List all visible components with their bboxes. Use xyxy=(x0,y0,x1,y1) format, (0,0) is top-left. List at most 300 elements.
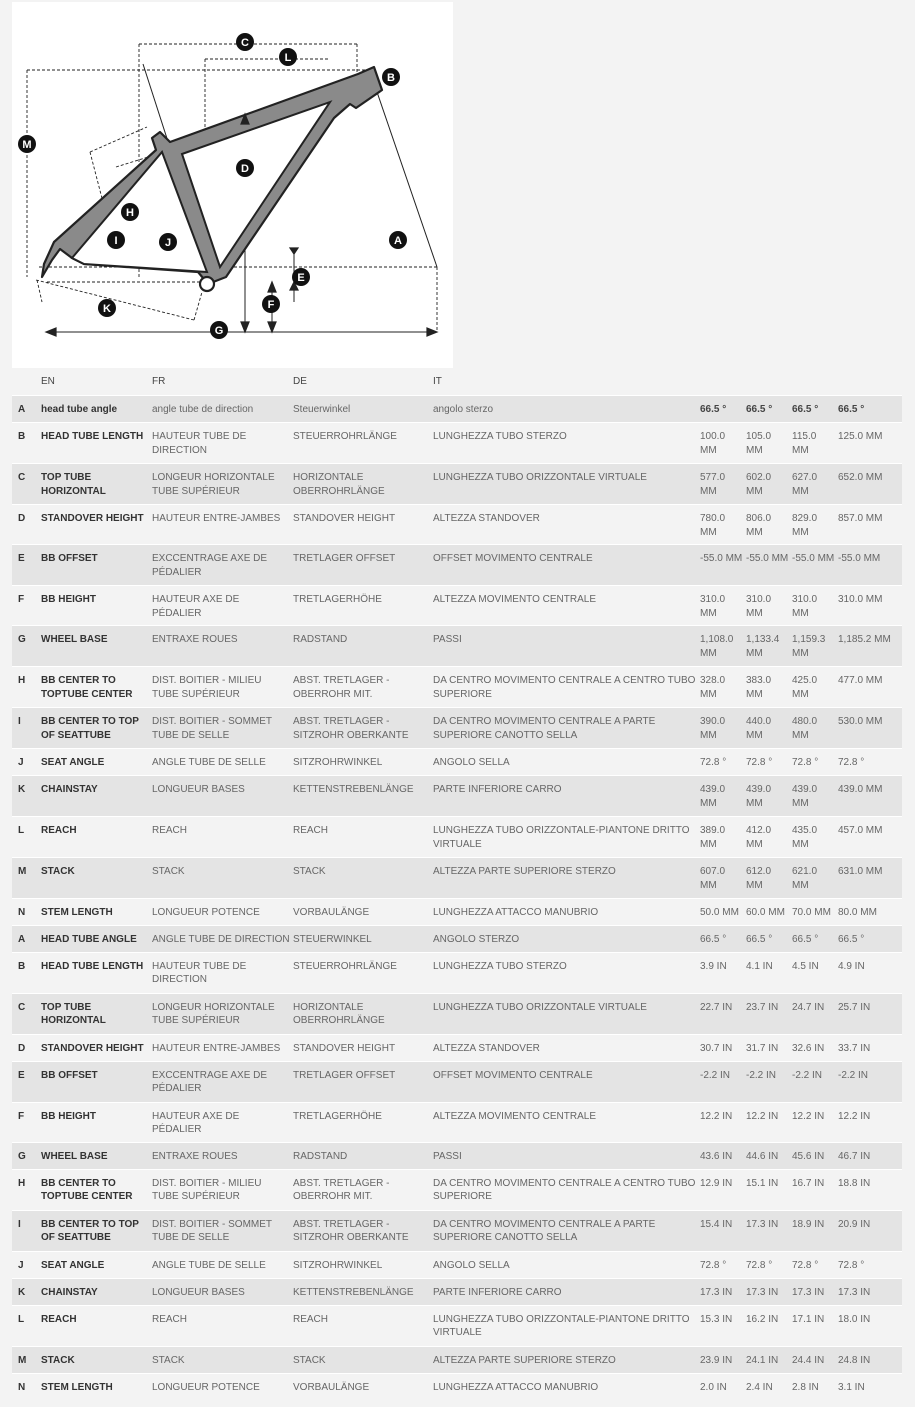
row-label-en: TOP TUBE HORIZONTAL xyxy=(41,993,152,1034)
table-row xyxy=(12,708,902,749)
row-label-it: LUNGHEZZA ATTACCO MANUBRIO xyxy=(433,898,700,925)
row-value-size-4: 66.5 ° xyxy=(838,396,902,423)
row-value-size-2: 105.0 MM xyxy=(746,423,792,464)
row-value-size-2: -2.2 IN xyxy=(746,1061,792,1102)
row-letter: G xyxy=(12,626,41,667)
row-label-de: TRETLAGER OFFSET xyxy=(293,1061,433,1102)
row-label-fr: REACH xyxy=(152,1305,293,1346)
row-label-en: TOP TUBE HORIZONTAL xyxy=(41,464,152,505)
row-value-size-3: 2.8 IN xyxy=(792,1373,838,1400)
callout-M xyxy=(18,135,36,153)
row-value-size-1: 2.0 IN xyxy=(700,1373,746,1400)
row-value-size-2: 66.5 ° xyxy=(746,396,792,423)
row-value-size-4: 125.0 MM xyxy=(838,423,902,464)
header-letter xyxy=(12,368,41,396)
row-label-it: LUNGHEZZA TUBO STERZO xyxy=(433,952,700,993)
row-value-size-4: 439.0 MM xyxy=(838,776,902,817)
callout-A xyxy=(389,231,407,249)
row-label-de: ABST. TRETLAGER - SITZROHR OBERKANTE xyxy=(293,1210,433,1251)
row-label-en: HEAD TUBE LENGTH xyxy=(41,423,152,464)
row-value-size-2: 24.1 IN xyxy=(746,1346,792,1373)
row-value-size-3: 66.5 ° xyxy=(792,925,838,952)
row-value-size-1: -2.2 IN xyxy=(700,1061,746,1102)
table-row xyxy=(12,1034,902,1061)
row-value-size-2: 4.1 IN xyxy=(746,952,792,993)
row-value-size-1: 15.3 IN xyxy=(700,1305,746,1346)
svg-text:F: F xyxy=(267,299,275,311)
row-label-de: VORBAULÄNGE xyxy=(293,898,433,925)
callout-K xyxy=(98,299,116,317)
row-letter: J xyxy=(12,749,41,776)
table-row xyxy=(12,898,902,925)
row-value-size-1: 780.0 MM xyxy=(700,505,746,545)
row-label-it: ANGOLO SELLA xyxy=(433,749,700,776)
row-label-de: KETTENSTREBENLÄNGE xyxy=(293,1278,433,1305)
row-label-fr: ANGLE TUBE DE SELLE xyxy=(152,1251,293,1278)
row-label-de: VORBAULÄNGE xyxy=(293,1373,433,1400)
row-value-size-4: 72.8 ° xyxy=(838,1251,902,1278)
row-letter: J xyxy=(12,1251,41,1278)
row-label-it: ALTEZZA STANDOVER xyxy=(433,1034,700,1061)
row-value-size-2: 439.0 MM xyxy=(746,776,792,817)
row-value-size-3: 425.0 MM xyxy=(792,667,838,708)
row-value-size-2: 17.3 IN xyxy=(746,1210,792,1251)
table-row xyxy=(12,1305,902,1346)
row-value-size-4: 33.7 IN xyxy=(838,1034,902,1061)
row-label-it: DA CENTRO MOVIMENTO CENTRALE A CENTRO TUBO SUPERIORE xyxy=(433,1169,700,1210)
table-row xyxy=(12,545,902,586)
row-value-size-2: 60.0 MM xyxy=(746,898,792,925)
row-label-fr: DIST. BOITIER - MILIEU TUBE SUPÉRIEUR xyxy=(152,1169,293,1210)
row-value-size-1: 310.0 MM xyxy=(700,586,746,626)
row-value-size-3: 115.0 MM xyxy=(792,423,838,464)
row-label-de: KETTENSTREBENLÄNGE xyxy=(293,776,433,817)
row-value-size-2: 16.2 IN xyxy=(746,1305,792,1346)
row-label-en: head tube angle xyxy=(41,396,152,423)
row-label-it: ALTEZZA PARTE SUPERIORE STERZO xyxy=(433,858,700,898)
row-label-fr: LONGUEUR BASES xyxy=(152,776,293,817)
row-value-size-2: 72.8 ° xyxy=(746,1251,792,1278)
row-label-fr: LONGUEUR BASES xyxy=(152,1278,293,1305)
row-value-size-1: 66.5 ° xyxy=(700,396,746,423)
svg-text:G: G xyxy=(214,325,224,337)
table-row xyxy=(12,396,902,423)
row-value-size-2: 602.0 MM xyxy=(746,464,792,505)
table-row xyxy=(12,776,902,817)
table-row xyxy=(12,1278,902,1305)
row-value-size-1: 72.8 ° xyxy=(700,749,746,776)
row-label-de: TRETLAGERHÖHE xyxy=(293,1102,433,1142)
row-label-fr: LONGEUR HORIZONTALE TUBE SUPÉRIEUR xyxy=(152,464,293,505)
callout-C xyxy=(236,33,254,51)
frame-geometry-svg xyxy=(12,2,453,368)
row-label-en: CHAINSTAY xyxy=(41,1278,152,1305)
row-value-size-2: 17.3 IN xyxy=(746,1278,792,1305)
row-label-en: BB HEIGHT xyxy=(41,586,152,626)
row-label-de: REACH xyxy=(293,1305,433,1346)
table-row xyxy=(12,1346,902,1373)
row-letter: A xyxy=(12,396,41,423)
row-label-fr: EXCCENTRAGE AXE DE PÉDALIER xyxy=(152,545,293,586)
row-label-en: BB OFFSET xyxy=(41,1061,152,1102)
row-letter: E xyxy=(12,1061,41,1102)
row-label-it: ANGOLO STERZO xyxy=(433,925,700,952)
row-label-it: angolo sterzo xyxy=(433,396,700,423)
svg-text:L: L xyxy=(284,52,292,64)
table-row xyxy=(12,505,902,545)
header-de: DE xyxy=(293,375,307,387)
svg-text:I: I xyxy=(114,235,118,247)
row-label-it: DA CENTRO MOVIMENTO CENTRALE A PARTE SUPERIORE CANOTTO SELLA xyxy=(433,708,700,749)
row-label-de: TRETLAGER OFFSET xyxy=(293,545,433,586)
svg-text:D: D xyxy=(241,163,249,175)
row-value-size-3: 66.5 ° xyxy=(792,396,838,423)
row-label-it: ALTEZZA MOVIMENTO CENTRALE xyxy=(433,1102,700,1142)
row-value-size-1: 12.9 IN xyxy=(700,1169,746,1210)
row-label-de: RADSTAND xyxy=(293,626,433,667)
row-value-size-4: 18.8 IN xyxy=(838,1169,902,1210)
table-row xyxy=(12,586,902,626)
row-label-en: HEAD TUBE LENGTH xyxy=(41,952,152,993)
row-value-size-3: 829.0 MM xyxy=(792,505,838,545)
row-label-it: LUNGHEZZA ATTACCO MANUBRIO xyxy=(433,1373,700,1400)
row-label-it: PARTE INFERIORE CARRO xyxy=(433,1278,700,1305)
row-value-size-1: 389.0 MM xyxy=(700,817,746,858)
row-value-size-3: 17.1 IN xyxy=(792,1305,838,1346)
row-value-size-3: 435.0 MM xyxy=(792,817,838,858)
row-value-size-3: 45.6 IN xyxy=(792,1142,838,1169)
svg-text:K: K xyxy=(103,303,111,315)
row-letter: K xyxy=(12,1278,41,1305)
row-label-fr: ANGLE TUBE DE DIRECTION xyxy=(152,925,293,952)
table-row xyxy=(12,952,902,993)
row-value-size-1: 23.9 IN xyxy=(700,1346,746,1373)
row-label-fr: ENTRAXE ROUES xyxy=(152,626,293,667)
row-value-size-3: -55.0 MM xyxy=(792,545,838,586)
row-label-en: BB HEIGHT xyxy=(41,1102,152,1142)
row-letter: A xyxy=(12,925,41,952)
row-value-size-3: 621.0 MM xyxy=(792,858,838,898)
row-letter: I xyxy=(12,1210,41,1251)
row-value-size-1: 17.3 IN xyxy=(700,1278,746,1305)
row-value-size-3: 16.7 IN xyxy=(792,1169,838,1210)
row-letter: C xyxy=(12,993,41,1034)
row-label-de: ABST. TRETLAGER - OBERROHR MIT. xyxy=(293,667,433,708)
table-row xyxy=(12,423,902,464)
row-label-en: STACK xyxy=(41,1346,152,1373)
callout-G xyxy=(210,321,228,339)
row-value-size-4: 652.0 MM xyxy=(838,464,902,505)
row-label-en: CHAINSTAY xyxy=(41,776,152,817)
row-label-de: HORIZONTALE OBERROHRLÄNGE xyxy=(293,464,433,505)
row-label-fr: ENTRAXE ROUES xyxy=(152,1142,293,1169)
row-value-size-2: 2.4 IN xyxy=(746,1373,792,1400)
row-value-size-4: 3.1 IN xyxy=(838,1373,902,1400)
table-row xyxy=(12,858,902,898)
row-value-size-4: 857.0 MM xyxy=(838,505,902,545)
row-letter: B xyxy=(12,952,41,993)
row-letter: G xyxy=(12,1142,41,1169)
row-value-size-4: -55.0 MM xyxy=(838,545,902,586)
row-value-size-4: 80.0 MM xyxy=(838,898,902,925)
table-row xyxy=(12,993,902,1034)
row-label-en: STANDOVER HEIGHT xyxy=(41,505,152,545)
row-value-size-1: 1,108.0 MM xyxy=(700,626,746,667)
row-label-en: BB CENTER TO TOPTUBE CENTER xyxy=(41,1169,152,1210)
row-value-size-4: 310.0 MM xyxy=(838,586,902,626)
row-label-fr: EXCCENTRAGE AXE DE PÉDALIER xyxy=(152,1061,293,1102)
row-letter: E xyxy=(12,545,41,586)
row-label-fr: STACK xyxy=(152,1346,293,1373)
row-letter: M xyxy=(12,1346,41,1373)
row-label-it: DA CENTRO MOVIMENTO CENTRALE A CENTRO TUBO SUPERIORE xyxy=(433,667,700,708)
row-label-de: TRETLAGERHÖHE xyxy=(293,586,433,626)
row-label-en: REACH xyxy=(41,1305,152,1346)
row-label-de: STEUERROHRLÄNGE xyxy=(293,423,433,464)
row-value-size-2: 31.7 IN xyxy=(746,1034,792,1061)
row-letter: N xyxy=(12,898,41,925)
table-header-row xyxy=(12,368,902,396)
row-value-size-2: 1,133.4 MM xyxy=(746,626,792,667)
row-label-fr: DIST. BOITIER - MILIEU TUBE SUPÉRIEUR xyxy=(152,667,293,708)
row-value-size-2: 66.5 ° xyxy=(746,925,792,952)
row-label-fr: HAUTEUR ENTRE-JAMBES xyxy=(152,505,293,545)
row-value-size-4: 457.0 MM xyxy=(838,817,902,858)
row-letter: H xyxy=(12,667,41,708)
row-value-size-3: 24.7 IN xyxy=(792,993,838,1034)
row-value-size-4: 12.2 IN xyxy=(838,1102,902,1142)
row-label-fr: LONGUEUR POTENCE xyxy=(152,898,293,925)
row-value-size-2: 23.7 IN xyxy=(746,993,792,1034)
row-value-size-2: -55.0 MM xyxy=(746,545,792,586)
callout-I xyxy=(107,231,125,249)
table-body xyxy=(12,396,902,1400)
row-label-en: REACH xyxy=(41,817,152,858)
row-value-size-3: 12.2 IN xyxy=(792,1102,838,1142)
row-label-de: SITZROHRWINKEL xyxy=(293,1251,433,1278)
row-label-it: LUNGHEZZA TUBO STERZO xyxy=(433,423,700,464)
row-value-size-2: 383.0 MM xyxy=(746,667,792,708)
row-label-en: WHEEL BASE xyxy=(41,1142,152,1169)
row-label-it: LUNGHEZZA TUBO ORIZZONTALE-PIANTONE DRITTO VIRTUALE xyxy=(433,817,700,858)
svg-text:E: E xyxy=(297,272,305,284)
row-letter: I xyxy=(12,708,41,749)
row-label-en: BB CENTER TO TOPTUBE CENTER xyxy=(41,667,152,708)
row-label-fr: LONGEUR HORIZONTALE TUBE SUPÉRIEUR xyxy=(152,993,293,1034)
row-label-en: BB CENTER TO TOP OF SEATTUBE xyxy=(41,1210,152,1251)
header-en: EN xyxy=(41,375,55,387)
row-value-size-1: 50.0 MM xyxy=(700,898,746,925)
row-label-fr: HAUTEUR ENTRE-JAMBES xyxy=(152,1034,293,1061)
row-label-en: BB CENTER TO TOP OF SEATTUBE xyxy=(41,708,152,749)
row-label-it: PARTE INFERIORE CARRO xyxy=(433,776,700,817)
row-value-size-2: 15.1 IN xyxy=(746,1169,792,1210)
row-letter: L xyxy=(12,1305,41,1346)
callout-L xyxy=(279,48,297,66)
callout-J xyxy=(159,233,177,251)
row-value-size-4: 25.7 IN xyxy=(838,993,902,1034)
row-label-it: PASSI xyxy=(433,1142,700,1169)
row-label-de: ABST. TRETLAGER - OBERROHR MIT. xyxy=(293,1169,433,1210)
table-row xyxy=(12,1102,902,1142)
row-label-fr: LONGUEUR POTENCE xyxy=(152,1373,293,1400)
row-label-de: REACH xyxy=(293,817,433,858)
callout-D xyxy=(236,159,254,177)
row-label-it: ALTEZZA MOVIMENTO CENTRALE xyxy=(433,586,700,626)
row-value-size-3: 32.6 IN xyxy=(792,1034,838,1061)
row-value-size-3: 72.8 ° xyxy=(792,1251,838,1278)
row-value-size-2: 12.2 IN xyxy=(746,1102,792,1142)
geometry-diagram xyxy=(12,2,453,368)
svg-text:C: C xyxy=(241,37,249,49)
row-label-it: OFFSET MOVIMENTO CENTRALE xyxy=(433,1061,700,1102)
row-value-size-1: 328.0 MM xyxy=(700,667,746,708)
row-label-it: ALTEZZA PARTE SUPERIORE STERZO xyxy=(433,1346,700,1373)
table-row xyxy=(12,817,902,858)
row-value-size-4: 631.0 MM xyxy=(838,858,902,898)
row-letter: H xyxy=(12,1169,41,1210)
row-label-de: ABST. TRETLAGER - SITZROHR OBERKANTE xyxy=(293,708,433,749)
row-label-it: DA CENTRO MOVIMENTO CENTRALE A PARTE SUPERIORE CANOTTO SELLA xyxy=(433,1210,700,1251)
row-letter: B xyxy=(12,423,41,464)
bike-frame xyxy=(42,67,382,291)
row-label-fr: ANGLE TUBE DE SELLE xyxy=(152,749,293,776)
row-value-size-2: 440.0 MM xyxy=(746,708,792,749)
row-letter: D xyxy=(12,505,41,545)
row-label-fr: DIST. BOITIER - SOMMET TUBE DE SELLE xyxy=(152,708,293,749)
row-label-en: SEAT ANGLE xyxy=(41,749,152,776)
row-label-fr: HAUTEUR TUBE DE DIRECTION xyxy=(152,952,293,993)
row-label-it: OFFSET MOVIMENTO CENTRALE xyxy=(433,545,700,586)
table-row xyxy=(12,464,902,505)
row-letter: K xyxy=(12,776,41,817)
table-row xyxy=(12,1373,902,1400)
row-label-it: LUNGHEZZA TUBO ORIZZONTALE-PIANTONE DRITTO VIRTUALE xyxy=(433,1305,700,1346)
row-label-en: SEAT ANGLE xyxy=(41,1251,152,1278)
row-value-size-1: 3.9 IN xyxy=(700,952,746,993)
row-label-de: STACK xyxy=(293,1346,433,1373)
row-value-size-1: 12.2 IN xyxy=(700,1102,746,1142)
row-label-de: STEUERROHRLÄNGE xyxy=(293,952,433,993)
row-value-size-1: -55.0 MM xyxy=(700,545,746,586)
row-value-size-4: 24.8 IN xyxy=(838,1346,902,1373)
row-label-fr: HAUTEUR AXE DE PÉDALIER xyxy=(152,586,293,626)
row-value-size-3: -2.2 IN xyxy=(792,1061,838,1102)
row-value-size-2: 612.0 MM xyxy=(746,858,792,898)
row-label-de: Steuerwinkel xyxy=(293,396,433,423)
row-label-en: STEM LENGTH xyxy=(41,898,152,925)
row-value-size-1: 43.6 IN xyxy=(700,1142,746,1169)
svg-text:J: J xyxy=(164,237,172,249)
row-value-size-4: 72.8 ° xyxy=(838,749,902,776)
table-row xyxy=(12,1251,902,1278)
row-value-size-4: 530.0 MM xyxy=(838,708,902,749)
row-value-size-1: 66.5 ° xyxy=(700,925,746,952)
row-letter: F xyxy=(12,1102,41,1142)
row-label-fr: HAUTEUR AXE DE PÉDALIER xyxy=(152,1102,293,1142)
row-label-fr: REACH xyxy=(152,817,293,858)
row-value-size-3: 310.0 MM xyxy=(792,586,838,626)
row-value-size-1: 72.8 ° xyxy=(700,1251,746,1278)
row-value-size-4: -2.2 IN xyxy=(838,1061,902,1102)
row-value-size-4: 20.9 IN xyxy=(838,1210,902,1251)
svg-text:H: H xyxy=(126,207,134,219)
row-value-size-4: 1,185.2 MM xyxy=(838,626,902,667)
row-value-size-3: 480.0 MM xyxy=(792,708,838,749)
row-letter: L xyxy=(12,817,41,858)
row-value-size-3: 18.9 IN xyxy=(792,1210,838,1251)
row-label-fr: angle tube de direction xyxy=(152,396,293,423)
row-value-size-1: 577.0 MM xyxy=(700,464,746,505)
row-letter: D xyxy=(12,1034,41,1061)
header-it: IT xyxy=(433,375,442,387)
row-label-it: LUNGHEZZA TUBO ORIZZONTALE VIRTUALE xyxy=(433,464,700,505)
row-value-size-1: 30.7 IN xyxy=(700,1034,746,1061)
row-label-en: WHEEL BASE xyxy=(41,626,152,667)
table-row xyxy=(12,749,902,776)
row-letter: F xyxy=(12,586,41,626)
row-label-en: STANDOVER HEIGHT xyxy=(41,1034,152,1061)
table-row xyxy=(12,925,902,952)
table-row xyxy=(12,1169,902,1210)
row-letter: C xyxy=(12,464,41,505)
table-row xyxy=(12,626,902,667)
row-label-de: STANDOVER HEIGHT xyxy=(293,1034,433,1061)
row-label-de: STACK xyxy=(293,858,433,898)
callout-B xyxy=(382,68,400,86)
row-value-size-4: 17.3 IN xyxy=(838,1278,902,1305)
row-label-fr: HAUTEUR TUBE DE DIRECTION xyxy=(152,423,293,464)
svg-text:B: B xyxy=(387,72,395,84)
row-value-size-3: 17.3 IN xyxy=(792,1278,838,1305)
row-label-en: STACK xyxy=(41,858,152,898)
row-value-size-3: 627.0 MM xyxy=(792,464,838,505)
table-row xyxy=(12,1142,902,1169)
row-label-it: ANGOLO SELLA xyxy=(433,1251,700,1278)
callout-E xyxy=(292,268,310,286)
row-value-size-1: 439.0 MM xyxy=(700,776,746,817)
callout-H xyxy=(121,203,139,221)
callout-F xyxy=(262,295,280,313)
row-value-size-3: 72.8 ° xyxy=(792,749,838,776)
row-letter: N xyxy=(12,1373,41,1400)
row-value-size-2: 806.0 MM xyxy=(746,505,792,545)
row-value-size-2: 412.0 MM xyxy=(746,817,792,858)
row-value-size-4: 477.0 MM xyxy=(838,667,902,708)
row-label-en: BB OFFSET xyxy=(41,545,152,586)
row-value-size-3: 439.0 MM xyxy=(792,776,838,817)
table-row xyxy=(12,1061,902,1102)
row-value-size-4: 4.9 IN xyxy=(838,952,902,993)
row-value-size-4: 46.7 IN xyxy=(838,1142,902,1169)
row-label-it: ALTEZZA STANDOVER xyxy=(433,505,700,545)
row-label-fr: STACK xyxy=(152,858,293,898)
row-value-size-2: 310.0 MM xyxy=(746,586,792,626)
row-label-de: STEUERWINKEL xyxy=(293,925,433,952)
row-label-de: RADSTAND xyxy=(293,1142,433,1169)
svg-text:A: A xyxy=(394,235,402,247)
row-value-size-3: 70.0 MM xyxy=(792,898,838,925)
row-label-de: SITZROHRWINKEL xyxy=(293,749,433,776)
table-row xyxy=(12,667,902,708)
row-label-de: STANDOVER HEIGHT xyxy=(293,505,433,545)
svg-text:M: M xyxy=(22,139,32,151)
row-value-size-2: 72.8 ° xyxy=(746,749,792,776)
row-label-en: HEAD TUBE ANGLE xyxy=(41,925,152,952)
row-label-de: HORIZONTALE OBERROHRLÄNGE xyxy=(293,993,433,1034)
row-value-size-4: 18.0 IN xyxy=(838,1305,902,1346)
row-label-it: LUNGHEZZA TUBO ORIZZONTALE VIRTUALE xyxy=(433,993,700,1034)
